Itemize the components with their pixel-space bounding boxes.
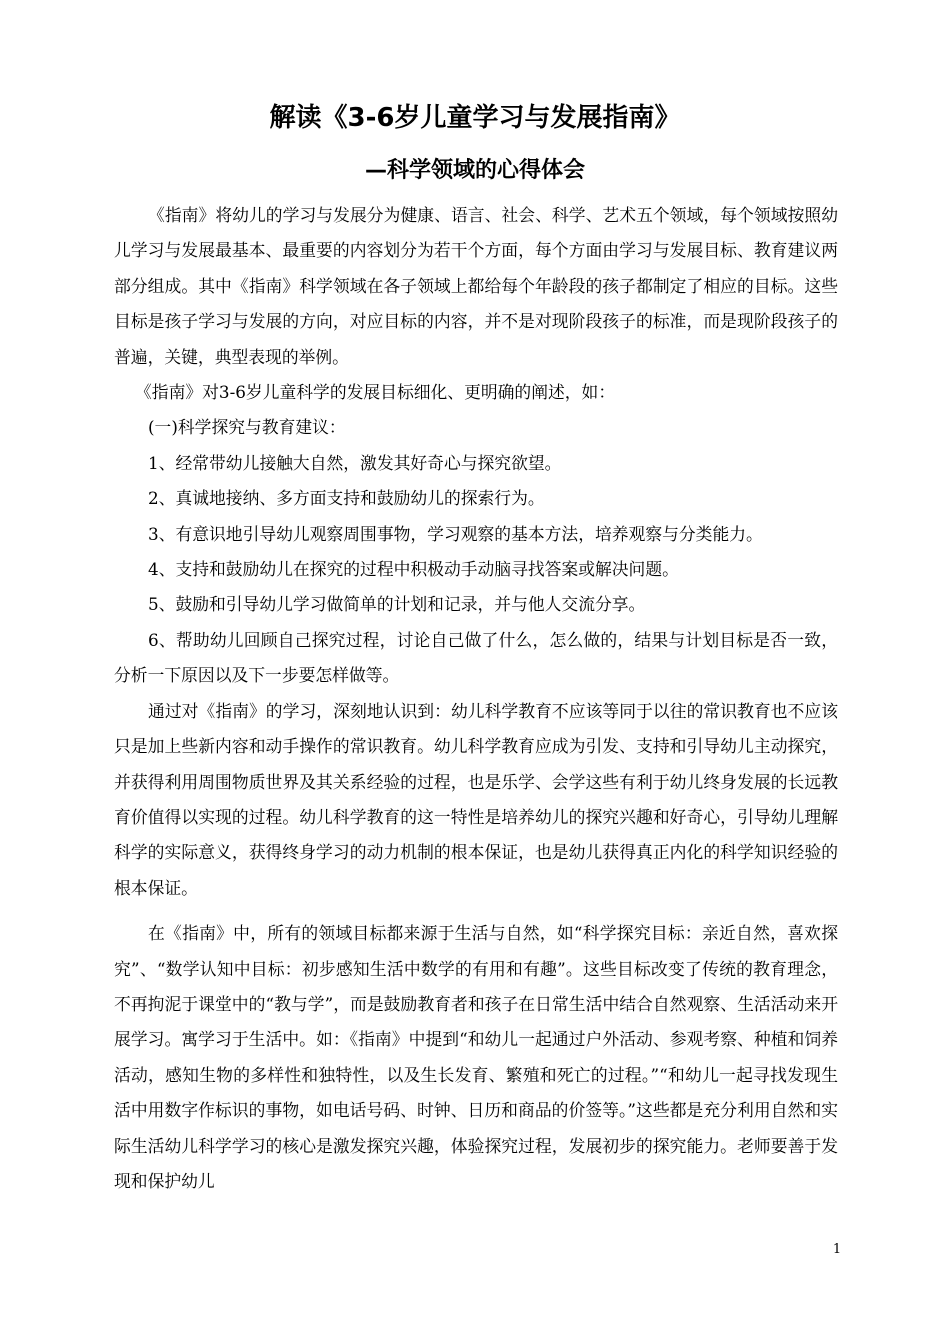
paragraph-goals-intro: 《指南》对3-6岁儿童科学的发展目标细化、更明确的阐述，如： bbox=[135, 382, 616, 403]
list-item: 5、鼓励和引导幼儿学习做简单的计划和记录，并与他人交流分享。 bbox=[148, 594, 646, 615]
page-number: 1 bbox=[832, 1242, 842, 1257]
document-body bbox=[114, 198, 838, 1199]
list-item: 2、真诚地接纳、多方面支持和鼓励幼儿的探索行为。 bbox=[148, 488, 545, 509]
list-item: 3、有意识地引导幼儿观察周围事物，学习观察的基本方法，培养观察与分类能力。 bbox=[148, 523, 763, 544]
paragraph-reflection: 通过对《指南》的学习，深刻地认识到：幼儿科学教育不应该等同于以往的常识教育也不应该只是加上些新内容和动手操作的常识教育。幼儿科学教育应成为引发、支持和引导幼儿主动探究，并获得利用周围物质世界及其关系经验的过程，也是乐学、会学这些有利于幼儿终身发展的长远教育价值得以实现的过程。幼儿科学教育的这一特性是培养幼儿的探究兴趣和好奇心，引导幼儿理解科学的实际意义，获得终身学习的动力机制的根本保证，也是幼儿获得真正内化的科学知识经验的根本保证。 bbox=[114, 700, 838, 898]
paragraph-life-learning: 在《指南》中，所有的领域目标都来源于生活与自然，如“科学探究目标：亲近自然，喜欢探究”、“数学认知中目标：初步感知生活中数学的有用和有趣”。这些目标改变了传统的教育理念，不再拘泥于课堂中的“教与学”，而是鼓励教育者和孩子在日常生活中结合自然观察、生活活动来开展学习。寓学习于生活中。如：《指南》中提到“和幼儿一起通过户外活动、参观考察、种植和饲养活动，感知生物的多样性和独特性，以及生长发育、繁殖和死亡的过程。”“和幼儿一起寻找发现生活中用数字作标识的事物，如电话号码、时钟、日历和商品的价签等。”这些都是充分利用自然和实际生活幼儿科学学习的核心是激发探究兴趣，体验探究过程，发展初步的探究能力。老师要善于发现和保护幼儿 bbox=[114, 923, 838, 1191]
paragraph-intro: 《指南》将幼儿的学习与发展分为健康、语言、社会、科学、艺术五个领域，每个领域按照幼儿学习与发展最基本、最重要的内容划分为若干个方面，每个方面由学习与发展目标、教育建议两部分组成。其中《指南》科学领域在各子领域上都给每个年龄段的孩子都制定了相应的目标。这些目标是孩子学习与发展的方向，对应目标的内容，并不是对现阶段孩子的标准，而是现阶段孩子的普遍，关键，典型表现的举例。 bbox=[114, 205, 838, 367]
section-heading: (一)科学探究与教育建议： bbox=[148, 417, 346, 438]
document-title: 解读《3-6岁儿童学习与发展指南》 bbox=[269, 103, 681, 133]
list-item: 6、帮助幼儿回顾自己探究过程，讨论自己做了什么，怎么做的，结果与计划目标是否一致，分析一下原因以及下一步要怎样做等。 bbox=[114, 629, 838, 686]
list-item: 1、经常带幼儿接触大自然，激发其好奇心与探究欲望。 bbox=[148, 452, 562, 473]
list-item: 4、支持和鼓励幼儿在探究的过程中积极动手动脑寻找答案或解决问题。 bbox=[148, 559, 679, 580]
document-subtitle: —科学领域的心得体会 bbox=[364, 158, 585, 183]
